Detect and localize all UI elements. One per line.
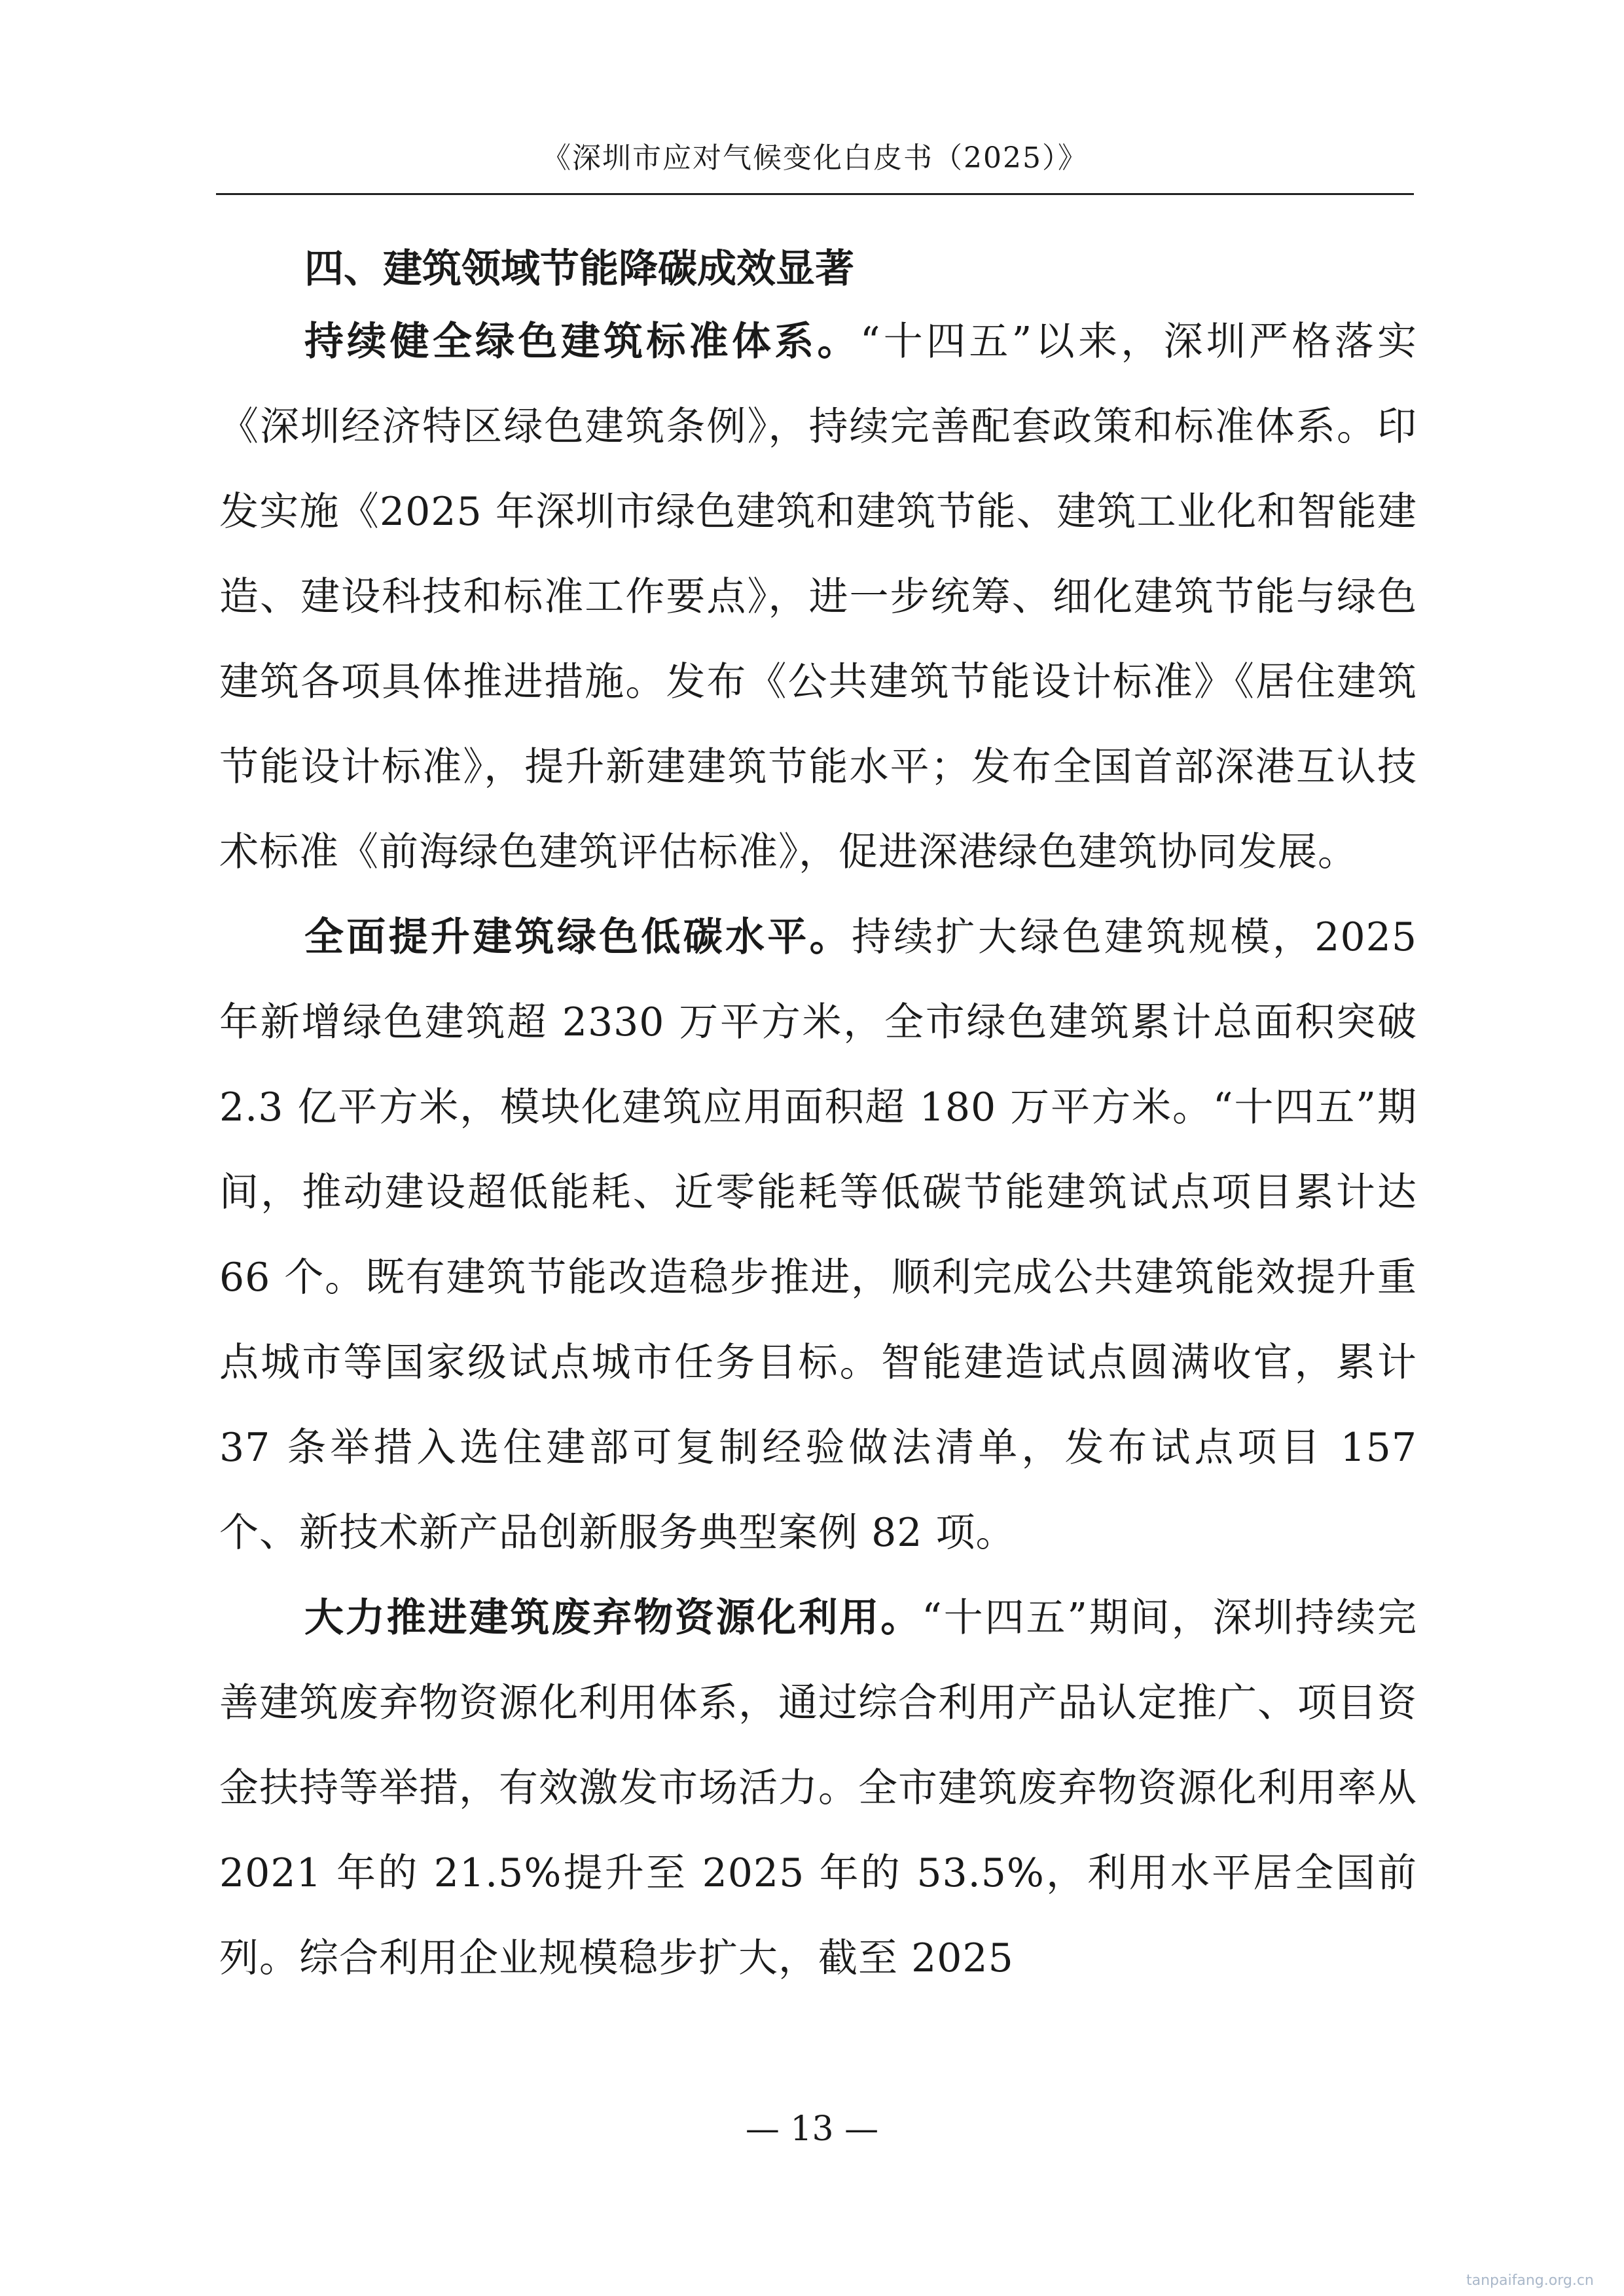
paragraph-green-building-standards (219, 299, 1417, 895)
watermark-text: tanpaifang.org.cn (1466, 2272, 1594, 2289)
paragraph-low-carbon-level (219, 895, 1417, 1575)
paragraph-lead: 全面提升建筑绿色低碳水平。 (304, 914, 852, 960)
paragraph-text: “十四五”以来，深圳严格落实《深圳经济特区绿色建筑条例》，持续完善配套政策和标准体系。印发实施《2025 年深圳市绿色建筑和建筑节能、建筑工业化和智能建造、建设科技和标准工作要点》，进一步统筹、细化建筑节能与绿色建筑各项具体推进措施。发布《公共建筑节能设计标准》《居住建筑节能设计标准》，提升新建建筑节能水平；发布全国首部深港互认技术标准《前海绿色建筑评估标准》，促进深港绿色建筑协同发展。 (219, 319, 1417, 875)
section-heading: 四、建筑领域节能降碳成效显著 (304, 246, 854, 292)
paragraph-lead: 大力推进建筑废弃物资源化利用。 (304, 1595, 922, 1641)
header-rule (216, 193, 1414, 195)
paragraph-text: “十四五”期间，深圳持续完善建筑废弃物资源化利用体系，通过综合利用产品认定推广、项目资金扶持等举措，有效激发市场活力。全市建筑废弃物资源化利用率从 2021 年的 21.5%提升至 2025 年的 53.5%，利用水平居全国前列。综合利用企业规模稳步扩大，截至 2025 (219, 1595, 1417, 1981)
paragraph-text: 持续扩大绿色建筑规模，2025 年新增绿色建筑超 2330 万平方米，全市绿色建筑累计总面积突破 2.3 亿平方米，模块化建筑应用面积超 180 万平方米。“十四五”期间，推动建设超低能耗、近零能耗等低碳节能建筑试点项目累计达 66 个。既有建筑节能改造稳步推进，顺利完成公共建筑能效提升重点城市等国家级试点城市任务目标。智能建造试点圆满收官，累计 37 条举措入选住建部可复制经验做法清单，发布试点项目 157 个、新技术新产品创新服务典型案例 82 项。 (219, 914, 1417, 1556)
running-header: 《深圳市应对气候变化白皮书（2025）》 (542, 141, 1088, 175)
document-body (219, 239, 1417, 2001)
page-number: — 13 — (745, 2109, 879, 2149)
paragraph-waste-recycling (219, 1575, 1417, 2001)
paragraph-lead: 持续健全绿色建筑标准体系。 (304, 319, 860, 365)
